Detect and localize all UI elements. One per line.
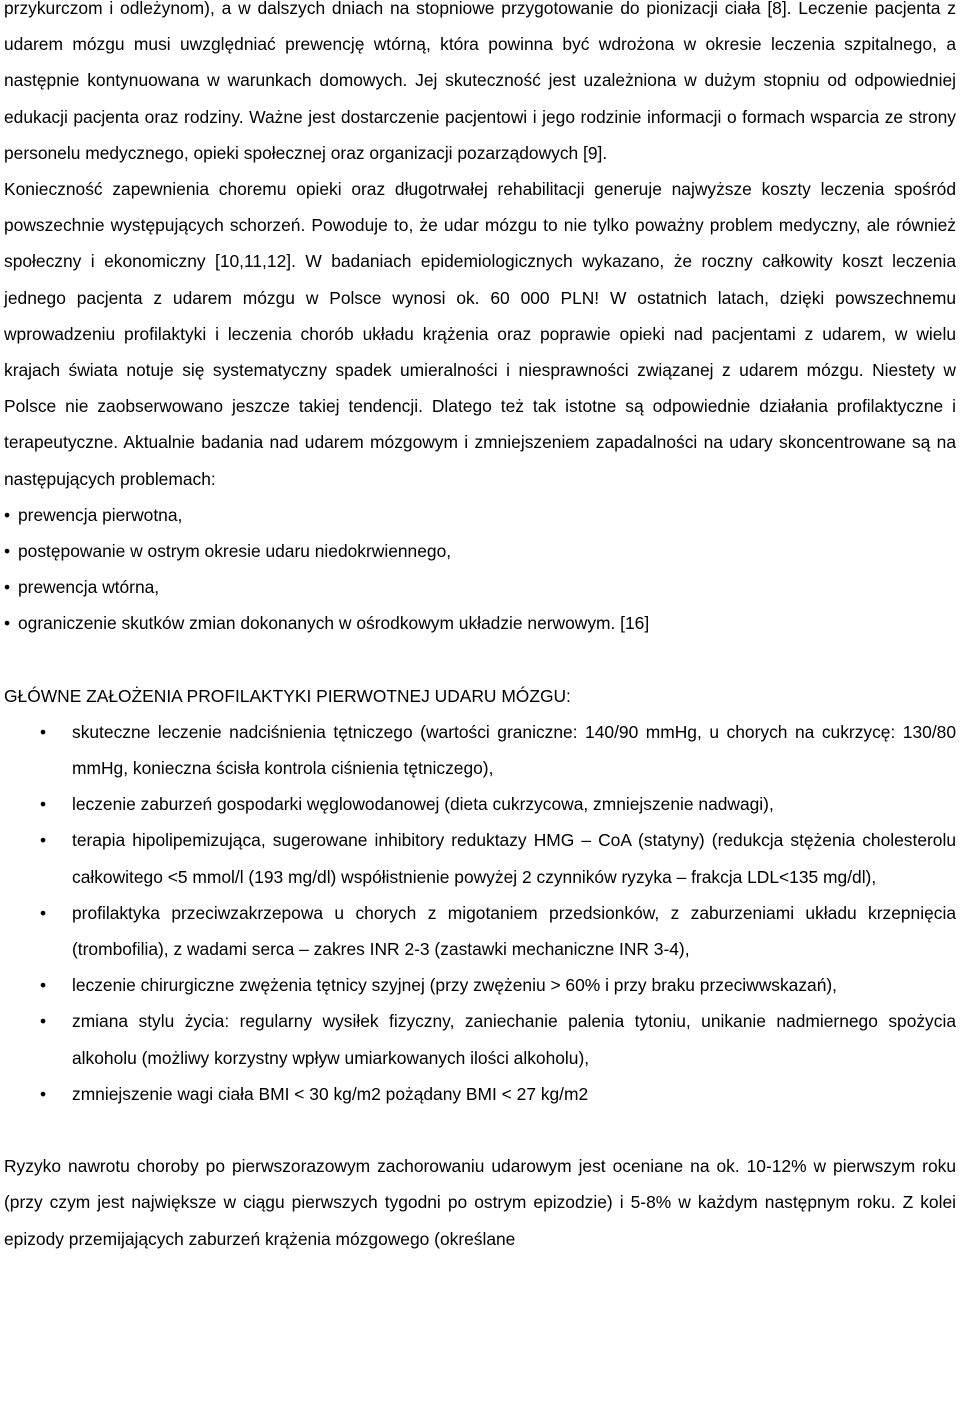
list-item: [4, 497, 956, 533]
list-item: [4, 533, 956, 569]
spacer: [4, 1112, 956, 1148]
document-page: [4, 0, 956, 1257]
bullet-mark: •: [4, 541, 11, 562]
list-item-text: leczenie chirurgiczne zwężenia tętnicy szyjnej (przy zwężeniu > 60% i przy braku przeciwwskazań),: [72, 975, 838, 996]
bullet-mark: •: [4, 577, 11, 598]
spacer: [4, 642, 956, 678]
list-item: [4, 1003, 956, 1075]
list-item-text: zmiana stylu życia: regularny wysiłek fizyczny, zaniechanie palenia tytoniu, unikanie nadmiernego spożycia alkoholu (możliwy korzystny wpływ umiarkowanych ilości alkoholu),: [72, 1011, 956, 1068]
paragraph-secondary-prevention: przykurczom i odleżynom), a w dalszych dniach na stopniowe przygotowanie do pionizacji ciała [8]. Leczenie pacjenta z udarem mózgu musi uwzględniać prewencję wtórną, która powinna być wdrożona w okresie leczenia szpitalnego, a następnie kontynuowana w warunkach domowych. Jej skuteczność jest uzależniona w dużym stopniu od odpowiedniej edukacji pacjenta oraz rodziny. Ważne jest dostarczenie pacjentowi i jego rodzinie informacji o formach wsparcia ze strony personelu medycznego, opieki społecznej oraz organizacji pozarządowych [9].: [4, 0, 956, 163]
list-item-text: postępowanie w ostrym okresie udaru niedokrwiennego,: [18, 541, 452, 562]
list-item-text: ograniczenie skutków zmian dokonanych w ośrodkowym układzie nerwowym. [16]: [18, 613, 650, 634]
section-heading: GŁÓWNE ZAŁOŻENIA PROFILAKTYKI PIERWOTNEJ UDARU MÓZGU:: [4, 685, 571, 706]
bullet-mark: •: [40, 794, 47, 815]
paragraph-costs: Konieczność zapewnienia choremu opieki oraz długotrwałej rehabilitacji generuje najwyższe koszty leczenia spośród powszechnie występujących schorzeń. Powoduje to, że udar mózgu to nie tylko poważny problem medyczny, ale również społeczny i ekonomiczny [10,11,12]. W badaniach epidemiologicznych wykazano, że roczny całkowity koszt leczenia jednego pacjenta z udarem mózgu w Polsce wynosi ok. 60 000 PLN! W ostatnich latach, dzięki powszechnemu wprowadzeniu profilaktyki i leczenia chorób układu krążenia oraz poprawie opieki nad pacjentami z udarem, w wielu krajach świata notuje się systematyczny spadek umieralności i niesprawności związanej z udarem mózgu. Niestety w Polsce nie zaobserwowano jeszcze takiej tendencji. Dlatego też tak istotne są odpowiednie działania profilaktyczne i terapeutyczne. Aktualnie badania nad udarem mózgowym i zmniejszeniem zapadalności na udary skoncentrowane są na następujących problemach:: [4, 179, 956, 489]
list-item: [4, 895, 956, 967]
list-item-text: prewencja wtórna,: [18, 577, 160, 598]
list-item: [4, 569, 956, 605]
list-item: [4, 714, 956, 786]
list-item-text: prewencja pierwotna,: [18, 504, 183, 525]
paragraph-recurrence-risk: Ryzyko nawrotu choroby po pierwszorazowym zachorowaniu udarowym jest oceniane na ok. 10-12% w pierwszym roku (przy czym jest największe w ciągu pierwszych tygodni po ostrym epizodzie) i 5-8% w każdym następnym roku. Z kolei epizody przemijających zaburzeń krążenia mózgowego (określane: [4, 1156, 956, 1249]
list-item-text: terapia hipolipemizująca, sugerowane inhibitory reduktazy HMG – CoA (statyny) (redukcja stężenia cholesterolu całkowitego <5 mmol/l (193 mg/dl) współistnienie powyżej 2 czynników ryzyka – frakcja LDL<135 mg/dl),: [72, 830, 956, 887]
bullet-mark: •: [4, 504, 11, 525]
bullet-mark: •: [40, 830, 47, 851]
list-item: [4, 822, 956, 894]
bullet-mark: •: [4, 613, 11, 634]
bullet-mark: •: [40, 1011, 47, 1032]
list-item-text: leczenie zaburzeń gospodarki węglowodanowej (dieta cukrzycowa, zmniejszenie nadwagi),: [72, 794, 774, 815]
list-item: [4, 1076, 956, 1112]
bullet-mark: •: [40, 902, 47, 923]
list-item: [4, 786, 956, 822]
list-item-text: zmniejszenie wagi ciała BMI < 30 kg/m2 pożądany BMI < 27 kg/m2: [72, 1083, 589, 1104]
research-problems-list: [4, 497, 956, 642]
bullet-mark: •: [40, 975, 47, 996]
bullet-mark: •: [40, 1083, 47, 1104]
list-item-text: skuteczne leczenie nadciśnienia tętniczego (wartości graniczne: 140/90 mmHg, u chorych na cukrzycę: 130/80 mmHg, konieczna ścisła kontrola ciśnienia tętniczego),: [72, 721, 956, 779]
bullet-mark: •: [40, 721, 47, 742]
list-item-text: profilaktyka przeciwzakrzepowa u chorych z migotaniem przedsionków, z zaburzeniami układu krzepnięcia (trombofilia), z wadami serca – zakres INR 2-3 (zastawki mechaniczne INR 3-4),: [72, 902, 956, 960]
primary-prevention-list: [4, 714, 956, 1112]
list-item: [4, 967, 956, 1003]
list-item: [4, 605, 956, 641]
